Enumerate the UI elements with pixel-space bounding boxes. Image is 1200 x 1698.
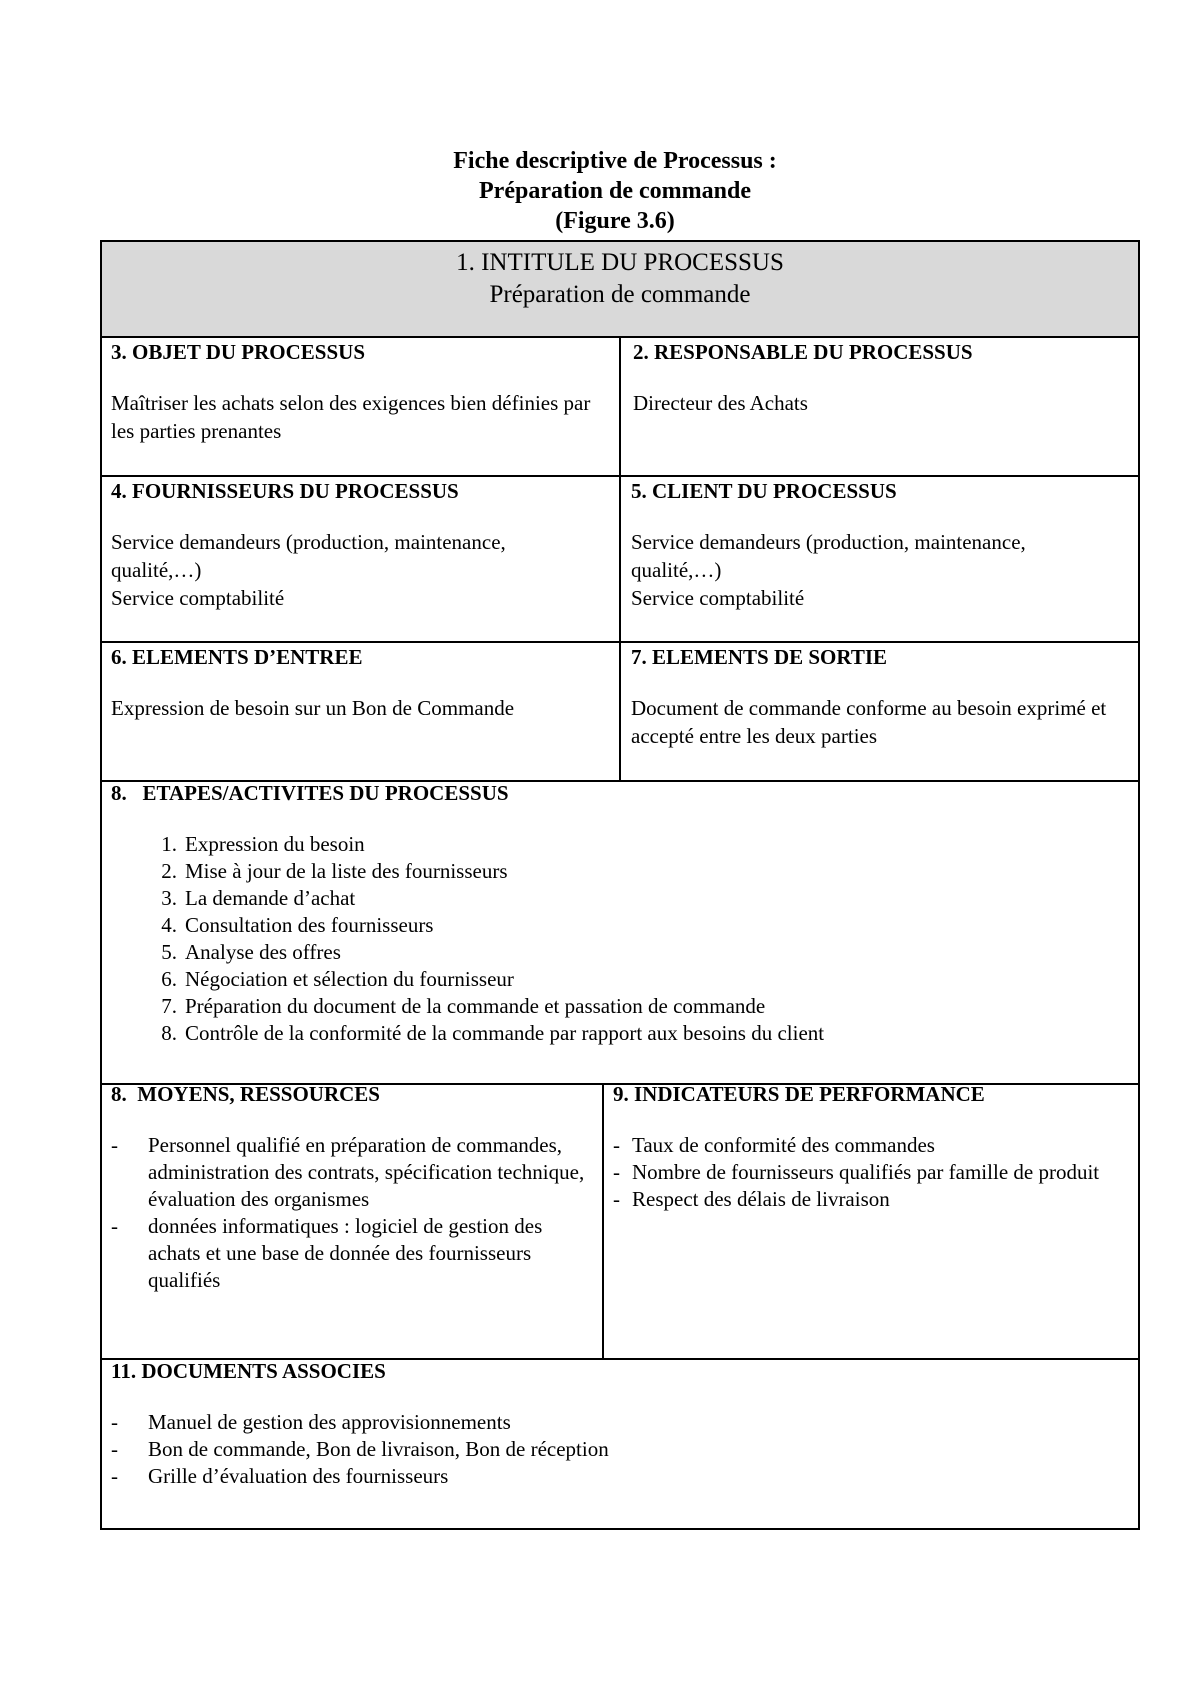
list-item-text: Analyse des offres (185, 940, 341, 964)
sortie-heading: 7. ELEMENTS DE SORTIE (631, 645, 887, 669)
sortie-cell (631, 643, 1111, 750)
list-item-number: 8. (161, 1021, 177, 1045)
list-item-number: 3. (161, 886, 177, 910)
process-title-header (102, 242, 1138, 336)
column-divider (619, 336, 621, 782)
list-item: - données informatiques : logiciel de gestion des achats et une base de donnée des fournisseurs qualifiés (111, 1213, 593, 1294)
client-cell (631, 477, 1101, 612)
moyens-cell (111, 1080, 593, 1294)
list-item (111, 858, 1131, 885)
etapes-list (111, 831, 1131, 1047)
documents-cell (111, 1357, 1131, 1490)
list-item-text: Consultation des fournisseurs (185, 913, 434, 937)
objet-heading: 3. OBJET DU PROCESSUS (111, 340, 366, 364)
fournisseurs-cell (111, 477, 581, 612)
client-line1: Service demandeurs (production, maintenance, qualité,…) (631, 530, 1026, 582)
etapes-cell (111, 779, 1131, 1047)
list-item (111, 1020, 1131, 1047)
sortie-text: Document de commande conforme au besoin exprimé et accepté entre les deux parties (631, 696, 1107, 748)
list-item: - Nombre de fournisseurs qualifiés par famille de produit (613, 1159, 1113, 1186)
responsable-heading: 2. RESPONSABLE DU PROCESSUS (633, 340, 973, 364)
objet-cell (111, 338, 611, 445)
list-item-number: 4. (161, 913, 177, 937)
list-item (111, 912, 1131, 939)
list-item: - Bon de commande, Bon de livraison, Bon de réception (111, 1436, 1131, 1463)
client-heading: 5. CLIENT DU PROCESSUS (631, 479, 897, 503)
moyens-list (111, 1132, 593, 1294)
list-item-number: 1. (161, 832, 177, 856)
indicateurs-heading: 9. INDICATEURS DE PERFORMANCE (613, 1082, 985, 1106)
intitule-heading: 1. INTITULE DU PROCESSUS (456, 249, 784, 276)
list-item: - Respect des délais de livraison (613, 1186, 1113, 1213)
client-line2: Service comptabilité (631, 586, 805, 610)
list-item-text: Mise à jour de la liste des fournisseurs (185, 859, 508, 883)
fournisseurs-heading: 4. FOURNISSEURS DU PROCESSUS (111, 479, 459, 503)
document-title-line3: (Figure 3.6) (555, 208, 675, 234)
responsable-text: Directeur des Achats (633, 391, 808, 415)
fournisseurs-line1: Service demandeurs (production, maintenance, qualité,…) (111, 530, 506, 582)
list-item-number: 7. (161, 994, 177, 1018)
list-item-text: Expression du besoin (185, 832, 365, 856)
list-item (111, 993, 1131, 1020)
list-item-number: 5. (161, 940, 177, 964)
documents-list (111, 1409, 1131, 1490)
list-item-text: Préparation du document de la commande et passation de commande (185, 994, 766, 1018)
list-item: - Personnel qualifié en préparation de commandes, administration des contrats, spécification technique, évaluation des organismes (111, 1132, 593, 1213)
list-item: - Manuel de gestion des approvisionnements (111, 1409, 1131, 1436)
indicateurs-list (613, 1132, 1113, 1213)
list-item: - Taux de conformité des commandes (613, 1132, 1113, 1159)
list-item-text: La demande d’achat (185, 886, 356, 910)
fournisseurs-line2: Service comptabilité (111, 586, 285, 610)
objet-text: Maîtriser les achats selon des exigences bien définies par les parties prenantes (111, 391, 591, 443)
list-item (111, 939, 1131, 966)
entree-heading: 6. ELEMENTS D’ENTREE (111, 645, 363, 669)
list-item: - Grille d’évaluation des fournisseurs (111, 1463, 1131, 1490)
list-item (111, 885, 1131, 912)
documents-heading: 11. DOCUMENTS ASSOCIES (111, 1359, 386, 1383)
list-item-number: 6. (161, 967, 177, 991)
list-item-text: Négociation et sélection du fournisseur (185, 967, 514, 991)
document-title-line1: Fiche descriptive de Processus : (453, 148, 777, 174)
indicateurs-cell (613, 1080, 1113, 1213)
list-item-text: Contrôle de la conformité de la commande par rapport aux besoins du client (185, 1021, 825, 1045)
list-item (111, 966, 1131, 993)
etapes-heading: 8. ETAPES/ACTIVITES DU PROCESSUS (111, 781, 509, 805)
list-item (111, 831, 1131, 858)
entree-cell (111, 643, 611, 722)
intitule-value: Préparation de commande (489, 281, 751, 308)
moyens-heading: 8. MOYENS, RESSOURCES (111, 1082, 380, 1106)
column-divider (602, 1083, 604, 1360)
document-title-line2: Préparation de commande (479, 178, 751, 204)
responsable-cell (633, 338, 1133, 417)
list-item-number: 2. (161, 859, 177, 883)
entree-text: Expression de besoin sur un Bon de Commande (111, 696, 515, 720)
